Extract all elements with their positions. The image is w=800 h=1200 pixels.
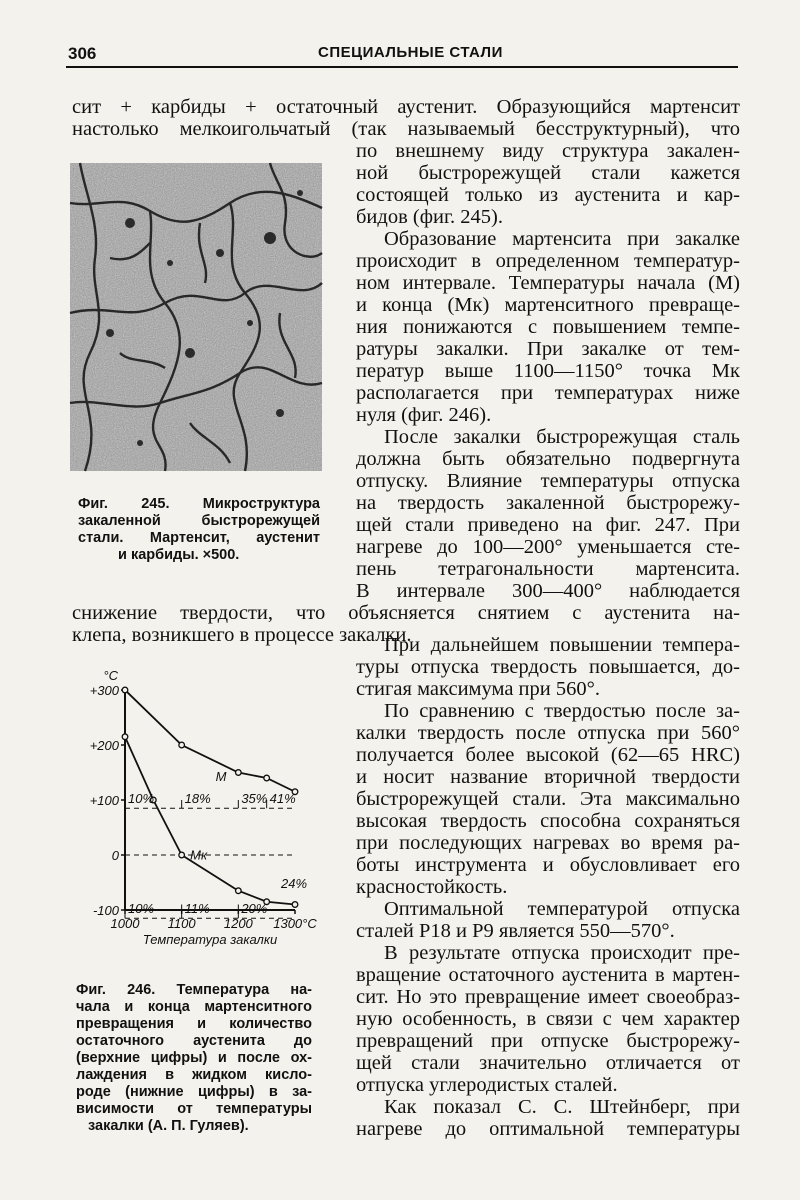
upper-percent-label: 18%: [184, 790, 211, 806]
lower-percent-label: 20%: [241, 900, 268, 916]
upper-percent-label: 10%: [128, 790, 155, 806]
fig246-caption-line: висимости от температуры: [76, 1101, 312, 1117]
fig246-caption-line: Фиг. 246. Температура на-: [76, 982, 312, 998]
series-label-m: M: [215, 768, 227, 784]
page-number: 306: [68, 44, 97, 63]
text-line: высокая твердость способна сохраняться: [356, 810, 740, 832]
text-line: снижение твердости, что объясняется снятием с аустенита на-: [72, 602, 740, 624]
lower-percent-label: 10%: [128, 900, 155, 916]
text-line: Образование мартенсита при закалке: [384, 228, 740, 250]
y-axis-unit: °C: [103, 668, 118, 683]
series-line-1: [125, 737, 295, 905]
text-line: щей стали приведено на фиг. 247. При: [356, 514, 740, 536]
fig245-caption-line: закаленной быстрорежущей: [78, 513, 320, 529]
text-line: должна быть обязательно подвергнута: [356, 448, 740, 470]
text-line: на твердость закаленной быстрорежу-: [356, 492, 740, 514]
series-point: [122, 734, 128, 740]
fig245-caption-line: стали. Мартенсит, аустенит: [78, 530, 320, 546]
text-line: отпуска углеродистых сталей.: [356, 1074, 618, 1096]
series-point: [292, 902, 298, 908]
text-line: По сравнению с твердостью после за-: [384, 700, 740, 722]
x-tick-label: 1300°C: [273, 916, 317, 931]
text-line: располагается при температурах ниже: [356, 382, 740, 404]
fig246-caption-line: чала и конца мартенситного: [76, 999, 312, 1015]
text-line: быстрорежущей стали. Эта максимально: [356, 788, 740, 810]
fig245-micrograph: [70, 163, 322, 471]
fig246-caption-line: роде (нижние цифры) в за-: [76, 1084, 312, 1100]
text-line: бидов (фиг. 245).: [356, 206, 504, 228]
lower-percent-label: 11%: [184, 900, 210, 916]
text-line: пень тетрагональности мартенсита.: [356, 558, 740, 580]
x-tick-label: 1000: [110, 916, 140, 931]
fig246-caption-line: лаждения в жидком кисло-: [76, 1067, 312, 1083]
lower-percent-label: 24%: [281, 876, 308, 891]
series-point: [179, 742, 185, 748]
series-point: [236, 770, 242, 776]
text-line: получается более высокой (62—65 HRC): [356, 744, 740, 766]
y-tick-label: -100: [92, 903, 119, 918]
fig245-caption-line: Фиг. 245. Микроструктура: [78, 496, 320, 512]
series-point: [122, 687, 128, 693]
y-tick-label: +100: [89, 793, 119, 808]
text-line: боты инструмента и обусловливает его: [356, 854, 740, 876]
text-line: настолько мелкоигольчатый (так называемый бесструктурный), что: [72, 118, 740, 140]
text-line: ном интервале. Температуры начала (M): [356, 272, 740, 294]
text-line: нагреве до 100—200° уменьшается сте-: [356, 536, 740, 558]
text-line: Как показал С. С. Штейнберг, при: [384, 1096, 740, 1118]
text-line: сит + карбиды + остаточный аустенит. Образующийся мартенсит: [72, 96, 740, 118]
upper-percent-label: 35%: [241, 790, 268, 806]
running-title: СПЕЦИАЛЬНЫЕ СТАЛИ: [318, 44, 503, 61]
text-line: и конца (Mк) мартенситного превраще-: [356, 294, 740, 316]
text-line: ратуры закалки. При закалке от тем-: [356, 338, 740, 360]
text-line: ной быстрорежущей стали кажется: [356, 162, 740, 184]
series-label-mk: Mк: [190, 847, 208, 863]
upper-percent-label: 41%: [269, 790, 296, 806]
y-tick-label: +200: [89, 738, 119, 753]
text-line: стигая максимума при 560°.: [356, 678, 600, 700]
x-tick-label: 1100: [167, 916, 196, 931]
fig246-caption-line: превращения и количество: [76, 1016, 312, 1032]
text-line: нуля (фиг. 246).: [356, 404, 492, 426]
text-line: туры отпуска твердость повышается, до-: [356, 656, 740, 678]
text-line: ную особенность, в связи с чем характер: [356, 1008, 740, 1030]
text-line: красностойкость.: [356, 876, 508, 898]
text-line: При дальнейшем повышении темпера-: [384, 634, 740, 656]
text-line: сит. Но это превращение имеет своеобраз-: [356, 986, 740, 1008]
text-line: превращений при отпуске быстрорежу-: [356, 1030, 740, 1052]
series-point: [236, 888, 242, 894]
fig246-caption-line: остаточного аустенита до: [76, 1033, 312, 1049]
y-tick-label: 0: [111, 848, 119, 863]
text-line: отпуску. Влияние температуры отпуска: [356, 470, 740, 492]
series-point: [264, 775, 270, 781]
text-line: при последующих нагревах во время ра-: [356, 832, 740, 854]
text-line: калки твердость после отпуска при 560°: [356, 722, 740, 744]
fig246-caption-line: закалки (А. П. Гуляев).: [88, 1118, 249, 1134]
text-line: вращение остаточного аустенита в мартен-: [356, 964, 740, 986]
text-line: и носит название вторичной твердости: [356, 766, 740, 788]
text-line: В интервале 300—400° наблюдается: [356, 580, 740, 602]
text-line: щей стали значительно отличается от: [356, 1052, 740, 1074]
series-point: [179, 852, 185, 858]
text-line: В результате отпуска происходит пре-: [384, 942, 740, 964]
text-line: по внешнему виду структура закален-: [356, 140, 740, 162]
text-line: сталей Р18 и Р9 является 550—570°.: [356, 920, 675, 942]
text-line: нагреве до оптимальной температуры: [356, 1118, 740, 1140]
text-line: ния понижаются с повышением темпе-: [356, 316, 740, 338]
text-line: состоящей только из аустенита и кар-: [356, 184, 740, 206]
text-line: происходит в определенном температур-: [356, 250, 740, 272]
header-rule: [66, 66, 738, 68]
text-line: клепа, возникшего в процессе закалки.: [72, 624, 412, 646]
text-line: ператур выше 1100—1150° точка Mк: [356, 360, 740, 382]
fig246-chart: [80, 660, 317, 970]
text-line: Оптимальной температурой отпуска: [384, 898, 740, 920]
x-tick-label: 1200: [223, 916, 253, 931]
y-tick-label: +300: [89, 683, 119, 698]
fig245-caption-line: и карбиды. ×500.: [118, 547, 240, 563]
text-line: После закалки быстрорежущая сталь: [384, 426, 740, 448]
x-axis-label: Температура закалки: [142, 932, 278, 947]
fig246-caption-line: (верхние цифры) и после ох-: [76, 1050, 312, 1066]
